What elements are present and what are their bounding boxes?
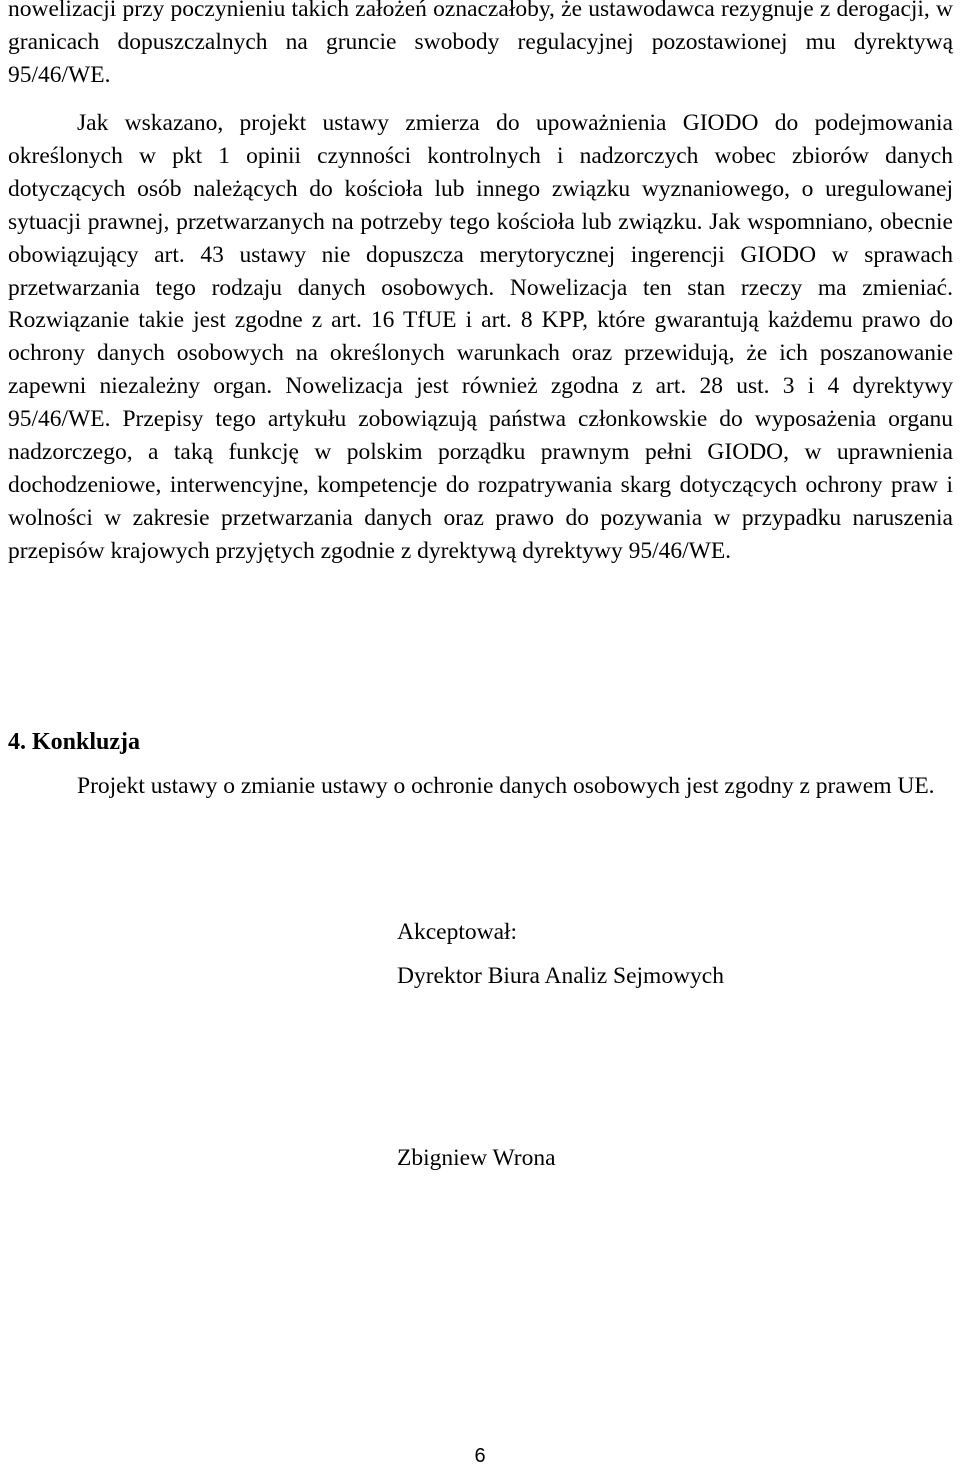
signature-title: Dyrektor Biura Analiz Sejmowych xyxy=(397,963,724,989)
signature-name: Zbigniew Wrona xyxy=(397,1145,556,1171)
section-heading: 4. Konkluzja xyxy=(8,729,141,755)
body-paragraph: Jak wskazano, projekt ustawy zmierza do upoważnienia GIODO do podejmowania określonych w pkt 1 opinii czynności kontrolnych i nadzorczych wobec zbiorów danych dotyczących osób należących do kościoła lub innego związku wyznaniowego, o uregulowanej sytuacji prawnej, przetwarzanych na potrzeby tego kościoła lub związku. Jak wspomniano, obecnie obowiązujący art. 43 ustawy nie dopuszcza merytorycznej ingerencji GIODO w sprawach przetwarzania tego rodzaju danych osobowych. Nowelizacja ten stan rzeczy ma zmieniać. Rozwiązanie takie jest zgodne z art. 16 TfUE i art. 8 KPP, które gwarantują każdemu prawo do ochrony danych osobowych na określonych warunkach oraz przewidują, że ich poszanowanie zapewni niezależny organ. Nowelizacja jest również zgodna z art. 28 ust. 3 i 4 dyrektywy 95/46/WE. Przepisy tego artykułu zobowiązują państwa członkowskie do wyposażenia organu nadzorczego, a taką funkcję w polskim porządku prawnym pełni GIODO, w uprawnienia dochodzeniowe, interwencyjne, kompetencje do rozpatrywania skarg dotyczących ochrony praw i wolności w zakresie przetwarzania danych oraz prawo do pozywania w przypadku naruszenia przepisów krajowych przyjętych zgodnie z dyrektywą dyrektywy 95/46/WE. xyxy=(8,110,953,564)
conclusion-paragraph: Projekt ustawy o zmianie ustawy o ochronie danych osobowych jest zgodny z prawem UE. xyxy=(77,773,935,799)
signature-accepted-label: Akceptował: xyxy=(397,919,518,945)
page-number: 6 xyxy=(474,1445,486,1467)
body-paragraph: nowelizacji przy poczynieniu takich założeń oznaczałoby, że ustawodawca rezygnuje z derogacji, w granicach dopuszczalnych na gruncie swobody regulacyjnej pozostawionej mu dyrektywą 95/46/WE. xyxy=(8,0,953,88)
